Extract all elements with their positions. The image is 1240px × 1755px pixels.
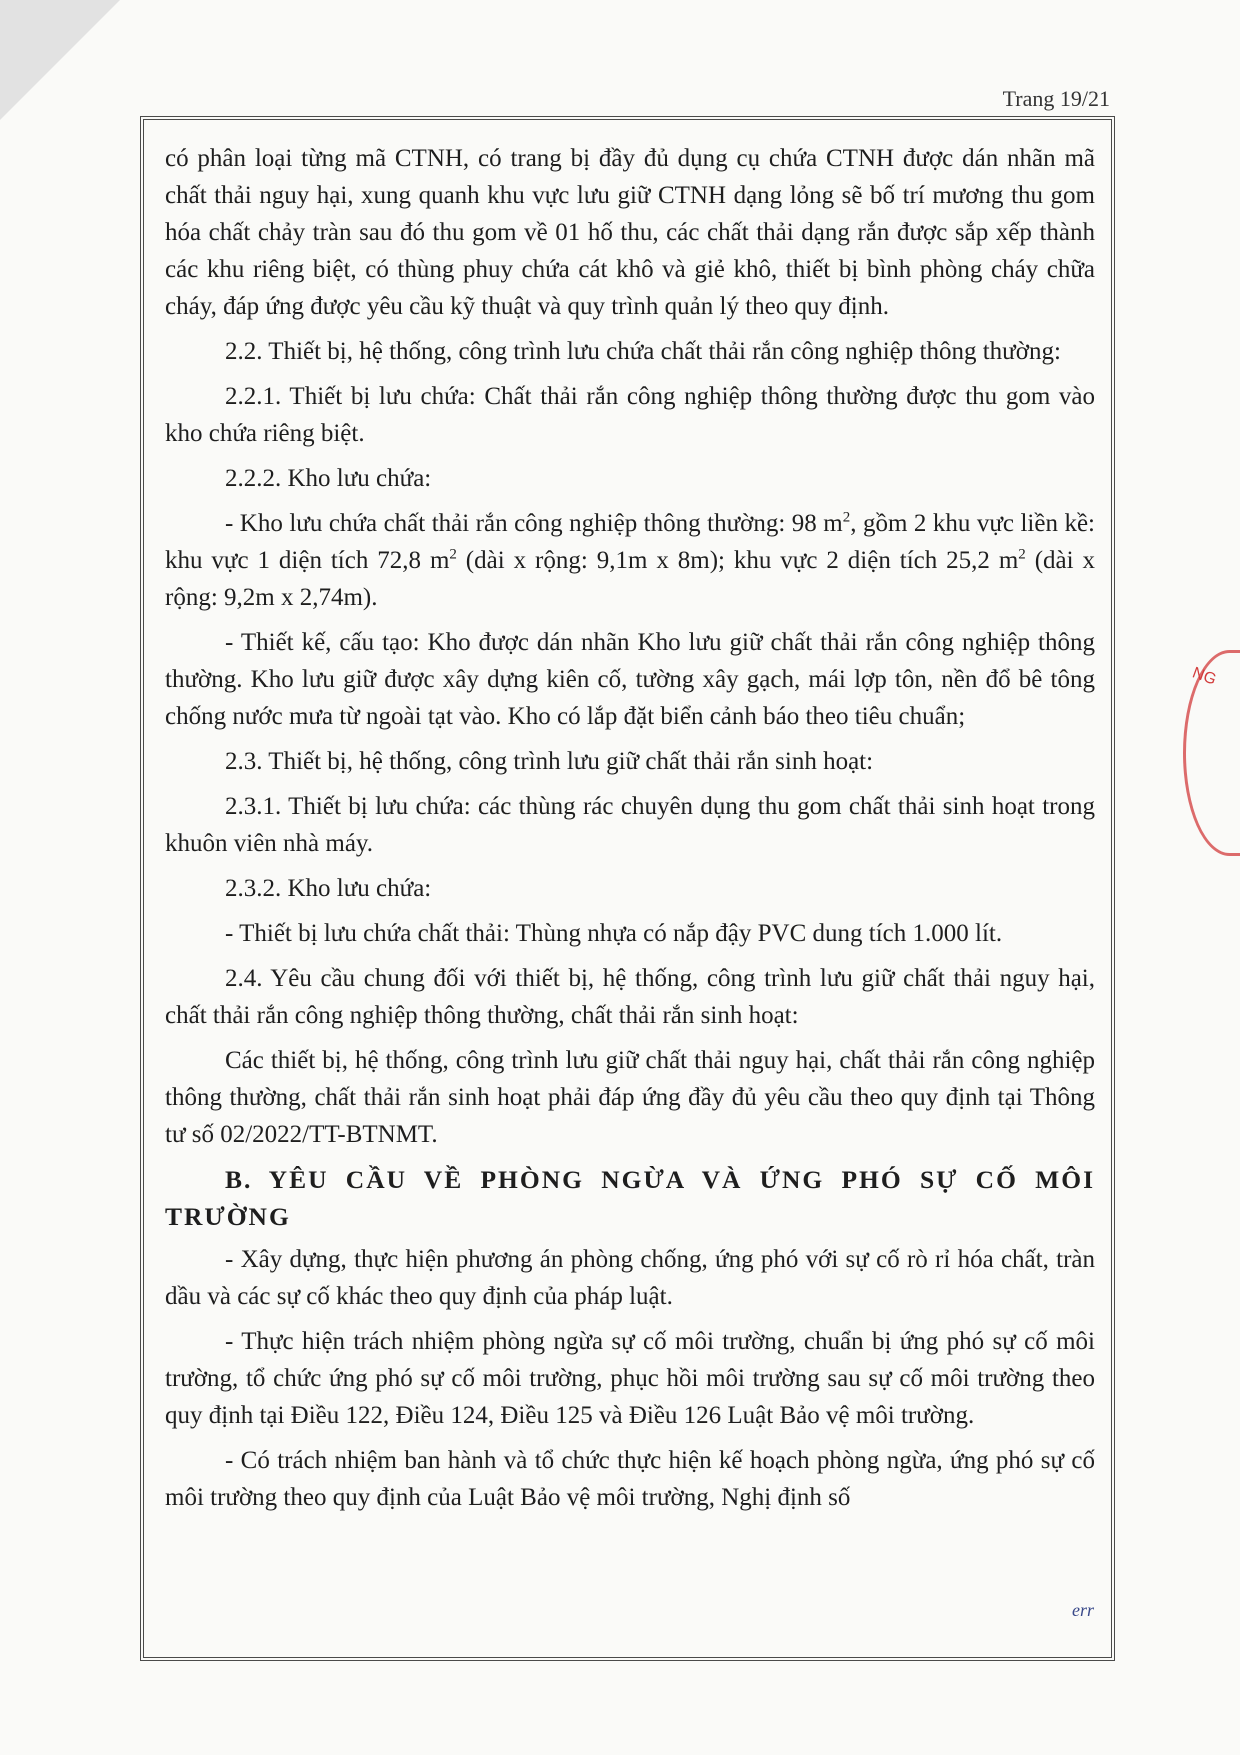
paragraph: - Xây dựng, thực hiện phương án phòng chống, ứng phó với sự cố rò rỉ hóa chất, tràn dầu và các sự cố khác theo quy định của pháp luật. bbox=[165, 1246, 1095, 1310]
paragraph: 2.2. Thiết bị, hệ thống, công trình lưu chứa chất thải rắn công nghiệp thông thường: bbox=[225, 338, 1061, 365]
page-number: Trang 19/21 bbox=[1002, 86, 1110, 111]
paragraph bbox=[165, 505, 1095, 616]
text-run: , gồm 2 khu vực liền kề: khu vực 1 diện tích 72,8 m bbox=[165, 510, 1095, 574]
text-run: (dài x rộng: 9,2m x 2,74m). bbox=[165, 547, 1095, 611]
paragraph: 2.2.1. Thiết bị lưu chứa: Chất thải rắn công nghiệp thông thường được thu gom vào kho chứa riêng biệt. bbox=[165, 383, 1095, 447]
scan-corner-shade bbox=[0, 0, 120, 120]
paragraph: 2.3.2. Kho lưu chứa: bbox=[225, 875, 432, 902]
section-heading: B. YÊU CẦU VỀ PHÒNG NGỪA VÀ ỨNG PHÓ SỰ CỐ MÔI TRƯỜNG bbox=[165, 1165, 1095, 1231]
paragraph: - Có trách nhiệm ban hành và tổ chức thực hiện kế hoạch phòng ngừa, ứng phó sự cố môi trường theo quy định của Luật Bảo vệ môi trường, Nghị định số bbox=[165, 1447, 1095, 1511]
handwritten-initial: err bbox=[1072, 1600, 1094, 1620]
paragraph: 2.2.2. Kho lưu chứa: bbox=[225, 465, 432, 492]
superscript: 2 bbox=[842, 509, 851, 526]
paragraph: - Thực hiện trách nhiệm phòng ngừa sự cố môi trường, chuẩn bị ứng phó sự cố môi trường, tổ chức ứng phó sự cố môi trường, phục hồi môi trường sau sự cố môi trường theo quy định tại Điều 122, Điều 124, Điều 125 và Điều 126 Luật Bảo vệ môi trường. bbox=[165, 1328, 1095, 1429]
text-run: - Kho lưu chứa chất thải rắn công nghiệp thông thường: 98 m bbox=[225, 510, 843, 537]
document-body bbox=[165, 140, 1095, 1524]
paragraph: 2.3. Thiết bị, hệ thống, công trình lưu giữ chất thải rắn sinh hoạt: bbox=[225, 748, 874, 775]
paragraph: Các thiết bị, hệ thống, công trình lưu giữ chất thải nguy hại, chất thải rắn công nghiệp thông thường, chất thải rắn sinh hoạt phải đáp ứng đầy đủ yêu cầu theo quy định tại Thông tư số 02/2022/TT-BTNMT. bbox=[165, 1047, 1095, 1148]
paragraph: có phân loại từng mã CTNH, có trang bị đầy đủ dụng cụ chứa CTNH được dán nhãn mã chất thải nguy hại, xung quanh khu vực lưu giữ CTNH dạng lỏng sẽ bố trí mương thu gom hóa chất chảy tràn sau đó thu gom về 01 hố thu, các chất thải dạng rắn được sắp xếp thành các khu riêng biệt, có thùng phuy chứa cát khô và giẻ khô, thiết bị bình phòng cháy chữa cháy, đáp ứng được yêu cầu kỹ thuật và quy trình quản lý theo quy định. bbox=[165, 145, 1095, 320]
paragraph: - Thiết kế, cấu tạo: Kho được dán nhãn Kho lưu giữ chất thải rắn công nghiệp thông thường. Kho lưu giữ được xây dựng kiên cố, tường xây gạch, mái lợp tôn, nền đổ bê tông chống nước mưa từ ngoài tạt vào. Kho có lắp đặt biển cảnh báo theo tiêu chuẩn; bbox=[165, 629, 1095, 730]
paragraph: - Thiết bị lưu chứa chất thải: Thùng nhựa có nắp đậy PVC dung tích 1.000 lít. bbox=[225, 920, 1003, 947]
paragraph: 2.4. Yêu cầu chung đối với thiết bị, hệ thống, công trình lưu giữ chất thải nguy hại, chất thải rắn công nghiệp thông thường, chất thải rắn sinh hoạt: bbox=[165, 965, 1095, 1029]
paragraph: 2.3.1. Thiết bị lưu chứa: các thùng rác chuyên dụng thu gom chất thải sinh hoạt trong khuôn viên nhà máy. bbox=[165, 793, 1095, 857]
text-run: (dài x rộng: 9,1m x 8m); khu vực 2 diện tích 25,2 m bbox=[456, 547, 1019, 574]
stamp-lettering: NG bbox=[1189, 664, 1219, 689]
superscript: 2 bbox=[1018, 546, 1026, 563]
superscript: 2 bbox=[449, 546, 457, 563]
